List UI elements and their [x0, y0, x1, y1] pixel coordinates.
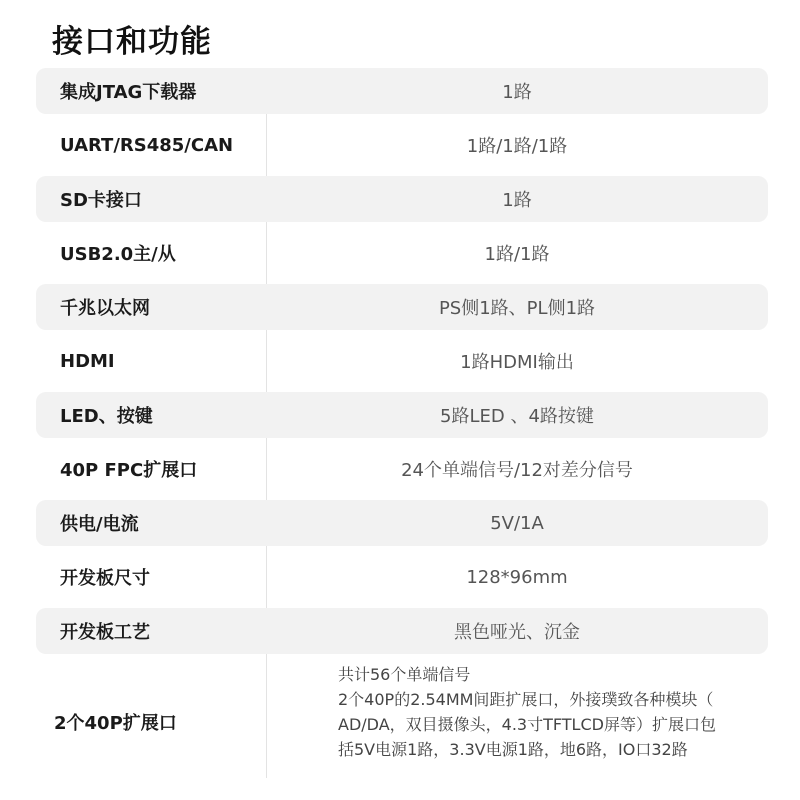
- row-value: 1路/1路/1路: [466, 136, 568, 157]
- table-row: [36, 68, 768, 114]
- row-value: 1路: [502, 82, 532, 103]
- description-line: 共计56个单端信号: [338, 665, 471, 684]
- row-value: 5路LED 、4路按键: [440, 406, 594, 427]
- row-label: LED、按键: [60, 406, 153, 427]
- row-value: 128*96mm: [466, 566, 568, 588]
- table-row: [36, 500, 768, 546]
- table-row-expansion: [36, 662, 768, 782]
- row-value: 5V/1A: [490, 512, 544, 534]
- row-value: 黑色哑光、沉金: [454, 622, 580, 643]
- row-label: SD卡接口: [60, 190, 142, 211]
- row-label: USB2.0主/从: [60, 244, 176, 265]
- row-label: 集成JTAG下载器: [60, 82, 197, 103]
- table-row: [36, 446, 768, 492]
- row-label: 2个40P扩展口: [54, 713, 177, 734]
- spec-table: [36, 68, 768, 782]
- row-label: 40P FPC扩展口: [60, 460, 198, 481]
- description-line: 2个40P的2.54MM间距扩展口，外接璞致各种模块（: [338, 690, 714, 709]
- table-row: [36, 554, 768, 600]
- row-label: HDMI: [60, 350, 115, 372]
- description-line: AD/DA，双目摄像头，4.3寸TFTLCD屏等）扩展口包: [338, 715, 716, 734]
- row-label: 供电/电流: [60, 514, 139, 535]
- page-title: 接口和功能: [52, 24, 212, 60]
- row-value: 1路: [502, 190, 532, 211]
- table-row: [36, 338, 768, 384]
- table-row: [36, 284, 768, 330]
- row-label: 开发板尺寸: [60, 568, 150, 589]
- table-row: [36, 392, 768, 438]
- table-row: [36, 122, 768, 168]
- row-label: 开发板工艺: [60, 622, 150, 643]
- row-value: 1路/1路: [484, 244, 550, 265]
- row-value: 1路HDMI输出: [460, 352, 574, 373]
- table-row: [36, 608, 768, 654]
- table-row: [36, 176, 768, 222]
- row-label: UART/RS485/CAN: [60, 134, 234, 156]
- row-label: 千兆以太网: [60, 298, 150, 319]
- table-row: [36, 230, 768, 276]
- row-value: 24个单端信号/12对差分信号: [401, 460, 633, 481]
- expansion-description: [302, 662, 748, 782]
- row-value: PS侧1路、PL侧1路: [438, 298, 596, 319]
- description-line: 括5V电源1路，3.3V电源1路，地6路，IO口32路: [338, 740, 688, 759]
